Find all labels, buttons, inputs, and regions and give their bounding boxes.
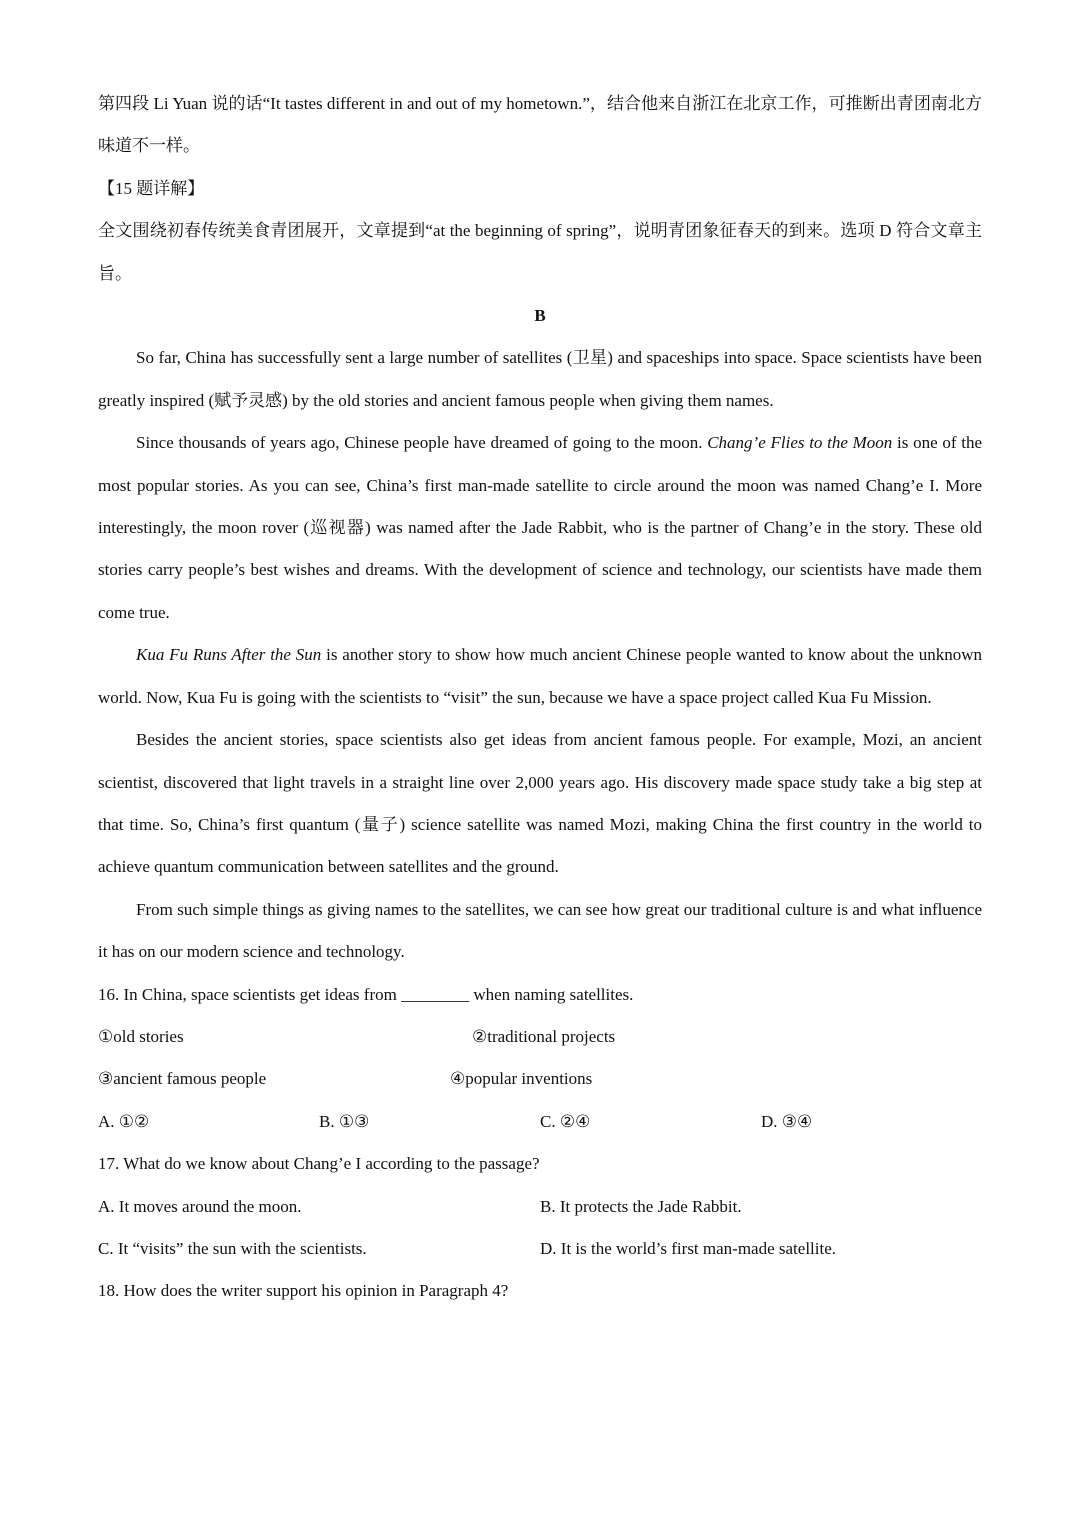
question-16-item-3: ③ancient famous people — [98, 1069, 267, 1089]
passage-paragraph-3 — [98, 634, 982, 719]
passage-paragraph-2-lead: Since thousands of years ago, Chinese people have dreamed of going to the moon. — [136, 433, 708, 453]
question-17-option-b: B. It protects the Jade Rabbit. — [540, 1196, 742, 1216]
question-16-item-1: ①old stories — [98, 1026, 184, 1046]
question-16-options — [98, 1101, 982, 1143]
question-16-stem: 16. In China, space scientists get ideas from ________ when naming satellites. — [98, 984, 634, 1004]
passage-paragraph-3-rest: is another story to show how much ancient Chinese people wanted to know about the unknown world. Now, Kua Fu is going with the scientists to “visit” the sun, because we have a space project called Kua Fu Mission. — [98, 645, 982, 707]
question-17-options-row-2 — [98, 1228, 982, 1270]
passage-paragraph-1: So far, China has successfully sent a large number of satellites (卫星) and spaceships into space. Space scientists have been greatly inspired (赋予灵感) by the old stories and ancient famous people when giving them names. — [98, 348, 982, 410]
document-page — [98, 83, 982, 1313]
question-16-option-b: B. ①③ — [319, 1111, 370, 1131]
question-17-options-row-1 — [98, 1186, 982, 1228]
question-17-option-a: A. It moves around the moon. — [98, 1196, 302, 1216]
passage-paragraph-5: From such simple things as giving names to the satellites, we can see how great our traditional culture is and what influence it has on our modern science and technology. — [98, 899, 982, 962]
question-16-option-d: D. ③④ — [761, 1111, 813, 1131]
question-16-items-row-1 — [98, 1016, 982, 1058]
question-16-item-4: ④popular inventions — [450, 1069, 593, 1089]
question-16-items-row-2 — [98, 1058, 982, 1100]
question-17-option-d: D. It is the world’s first man-made satellite. — [540, 1238, 837, 1258]
question-17-stem: 17. What do we know about Chang’e I according to the passage? — [98, 1154, 540, 1174]
story-title-kuafu: Kua Fu Runs After the Sun — [136, 645, 322, 665]
passage-paragraph-4: Besides the ancient stories, space scientists also get ideas from ancient famous people. For example, Mozi, an ancient scientist, discovered that light travels in a straight line over 2,000 years ago. His discovery made space study take a big step at that time. So, China’s first quantum (量子) science satellite was named Mozi, making China the first country in the world to achieve quantum communication between satellites and the ground. — [98, 730, 982, 877]
passage-paragraph-2 — [98, 422, 982, 634]
question-18-stem: 18. How does the writer support his opinion in Paragraph 4? — [98, 1281, 509, 1301]
question-16-item-2: ②traditional projects — [472, 1026, 616, 1046]
question-17-option-c: C. It “visits” the sun with the scientists. — [98, 1238, 367, 1258]
explanation-paragraph-15: 全文围绕初春传统美食青团展开，文章提到“at the beginning of spring”，说明青团象征春天的到来。选项 D 符合文章主旨。 — [98, 221, 982, 283]
passage-paragraph-2-rest: is one of the most popular stories. As you can see, China’s first man-made satellite to circle around the moon was named Chang’e I. More interestingly, the moon rover (巡视器) was named after the Jade Rabbit, who is the partner of Chang’e in the story. These old stories carry people’s best wishes and dreams. With the development of science and technology, our scientists have made them come true. — [98, 433, 982, 622]
section-title: B — [534, 306, 546, 326]
question-15-explanation-header: 【15 题详解】 — [98, 178, 205, 198]
question-16-option-a: A. ①② — [98, 1111, 150, 1131]
explanation-paragraph-14: 第四段 Li Yuan 说的话“It tastes different in and out of my hometown.”，结合他来自浙江在北京工作，可推断出青团南北方味道不一样。 — [98, 94, 982, 156]
question-16-option-c: C. ②④ — [540, 1111, 591, 1131]
story-title-change: Chang’e Flies to the Moon — [707, 433, 893, 453]
